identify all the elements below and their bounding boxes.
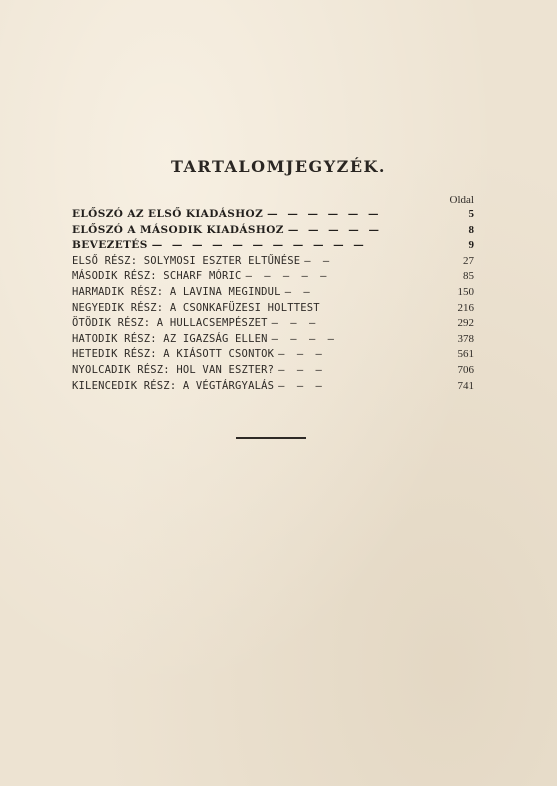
- toc-entry-page-number: 741: [457, 379, 474, 392]
- toc-entry: [72, 223, 474, 239]
- toc-entry-leader: — — —: [278, 363, 325, 376]
- toc-entry-title: MÁSODIK RÉSZ: SCHARF MÓRIC: [72, 270, 242, 283]
- toc-entry-page-number: 292: [457, 317, 474, 330]
- toc-entry-leader: — — — —: [271, 332, 337, 345]
- toc-entry-page-number: 27: [463, 254, 474, 267]
- page-column-header: Oldal: [449, 194, 474, 206]
- toc-entry-title: ÖTÖDIK RÉSZ: A HULLACSEMPÉSZET: [72, 317, 268, 330]
- toc-list: [72, 207, 474, 394]
- table-of-contents: [72, 193, 474, 394]
- toc-entry-page-number: 85: [463, 270, 474, 283]
- toc-entry-title: ELŐSZÓ AZ ELSŐ KIADÁSHOZ: [72, 208, 264, 220]
- toc-entry-leader: — —: [284, 285, 313, 298]
- toc-entry-page-number: 216: [457, 301, 474, 314]
- toc-entry-title: HATODIK RÉSZ: AZ IGAZSÁG ELLEN: [72, 332, 268, 345]
- toc-entry-leader: — — —: [278, 348, 325, 361]
- toc-entry-leader: — — —: [278, 379, 325, 392]
- toc-entry-title: NYOLCADIK RÉSZ: HOL VAN ESZTER?: [72, 363, 275, 376]
- toc-entry-page-number: 5: [468, 208, 474, 220]
- toc-entry-title: NEGYEDIK RÉSZ: A CSONKAFÜZESI HOLTTEST: [72, 301, 320, 314]
- toc-entry: [72, 363, 474, 379]
- toc-entry-page-number: 150: [457, 285, 474, 298]
- toc-entry-page-number: 8: [468, 223, 474, 236]
- toc-entry: [72, 269, 474, 285]
- toc-entry-leader: — — — — — — — — — — —: [151, 239, 367, 252]
- toc-entry: [72, 301, 474, 317]
- toc-entry-title: HARMADIK RÉSZ: A LAVINA MEGINDUL: [72, 285, 281, 298]
- toc-entry-leader: — —: [304, 254, 333, 267]
- toc-entry-leader: — — — — —: [287, 223, 382, 236]
- toc-entry-page-number: 9: [468, 239, 474, 252]
- toc-entry: [72, 347, 474, 363]
- toc-entry: [72, 254, 474, 270]
- toc-entry: [72, 207, 474, 223]
- toc-entry-leader: — — —: [271, 317, 319, 330]
- toc-entry-page-number: 378: [457, 332, 474, 345]
- toc-entry-title: BEVEZETÉS: [72, 239, 148, 252]
- toc-entry-title: HETEDIK RÉSZ: A KIÁSOTT CSONTOK: [72, 348, 275, 361]
- toc-entry: [72, 238, 474, 254]
- toc-entry-leader: — — — — — —: [267, 208, 382, 220]
- toc-entry: [72, 285, 474, 301]
- toc-entry-leader: — — — — —: [245, 270, 330, 283]
- toc-entry-page-number: 561: [457, 348, 474, 361]
- page-title: TARTALOMJEGYZÉK.: [170, 157, 386, 176]
- toc-entry-page-number: 706: [457, 363, 474, 376]
- toc-entry: [72, 379, 474, 395]
- toc-entry: [72, 332, 474, 348]
- decorative-rule: [236, 437, 306, 439]
- toc-entry: [72, 316, 474, 332]
- toc-entry-title: KILENCEDIK RÉSZ: A VÉGTÁRGYALÁS: [72, 379, 275, 392]
- toc-entry-title: ELŐSZÓ A MÁSODIK KIADÁSHOZ: [72, 223, 284, 236]
- toc-entry-title: ELSŐ RÉSZ: SOLYMOSI ESZTER ELTŰNÉSE: [72, 254, 301, 267]
